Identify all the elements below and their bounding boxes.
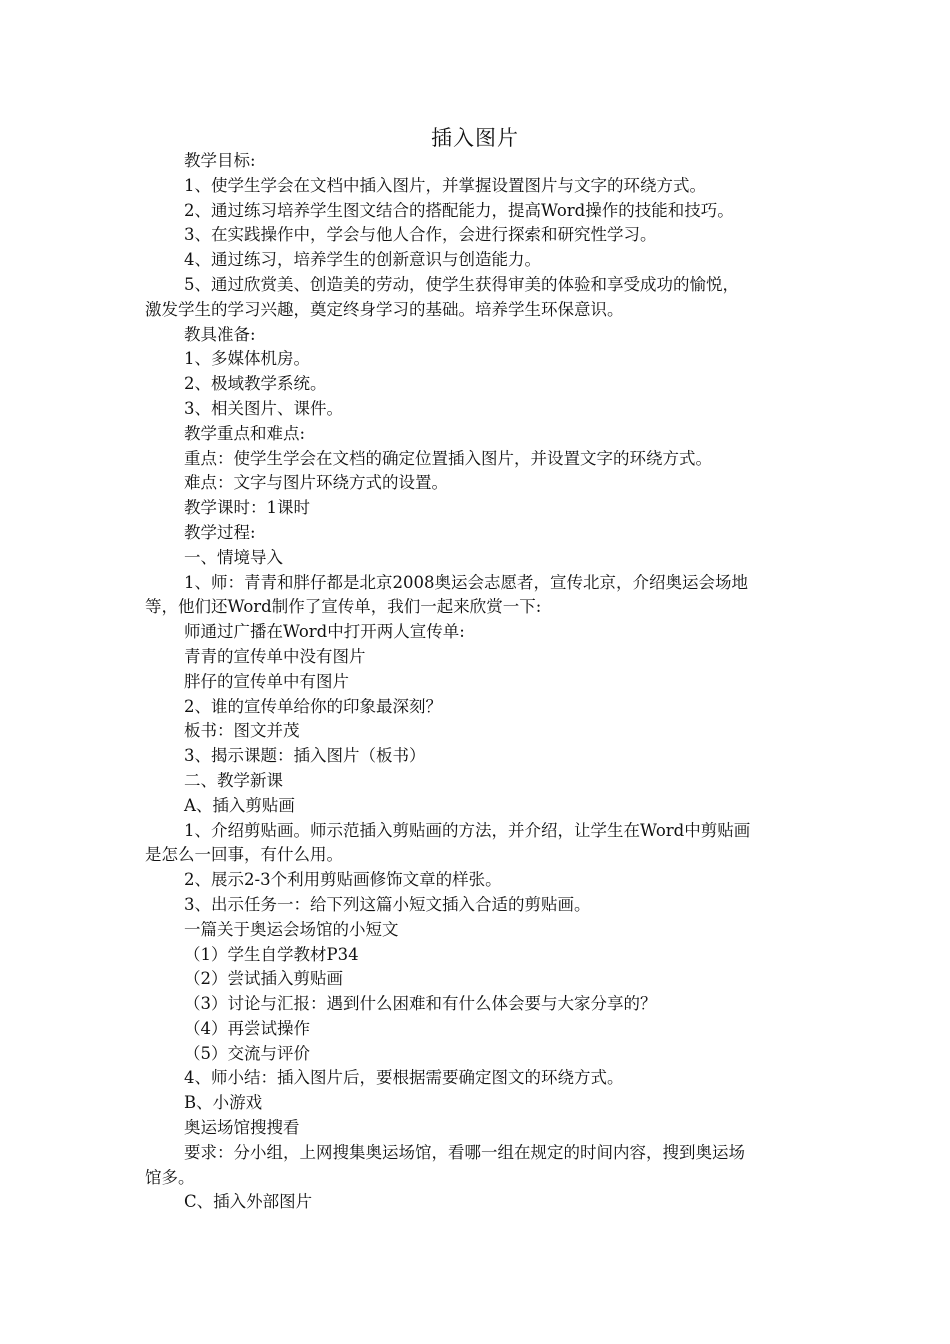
paragraph-line: 师通过广播在Word中打开两人宣传单:: [184, 622, 465, 642]
paragraph-line: 板书：图文并茂: [184, 721, 300, 741]
paragraph-line: 教学过程:: [184, 522, 256, 542]
paragraph-line: 2、极域教学系统。: [184, 374, 327, 394]
paragraph-line: C、插入外部图片: [184, 1192, 313, 1212]
paragraph-line: 1、使学生学会在文档中插入图片，并掌握设置图片与文字的环绕方式。: [184, 175, 706, 195]
paragraph-line: 胖仔的宣传单中有图片: [184, 671, 349, 691]
paragraph-line: 重点：使学生学会在文档的确定位置插入图片，并设置文字的环绕方式。: [184, 448, 712, 468]
paragraph-line: 5、通过欣赏美、创造美的劳动，使学生获得审美的体验和享受成功的愉悦，: [184, 274, 739, 294]
paragraph-line: 奥运场馆搜搜看: [184, 1118, 300, 1138]
paragraph-line: 一、情境导入: [184, 547, 283, 567]
paragraph-line: 2、展示2-3个利用剪贴画修饰文章的样张。: [184, 870, 502, 890]
paragraph-line: （4）再尝试操作: [184, 1018, 310, 1038]
paragraph-line: 3、出示任务一：给下列这篇小短文插入合适的剪贴画。: [184, 894, 591, 914]
paragraph-line: 1、师：青青和胖仔都是北京2008奥运会志愿者，宣传北京，介绍奥运会场地: [184, 572, 748, 592]
paragraph-line: 馆多。: [145, 1167, 195, 1187]
paragraph-line: 4、通过练习，培养学生的创新意识与创造能力。: [184, 250, 541, 270]
paragraph-line: 教具准备:: [184, 324, 256, 344]
paragraph-line: 3、相关图片、课件。: [184, 398, 343, 418]
paragraph-line: （1）学生自学教材P34: [184, 944, 359, 964]
paragraph-line: 3、在实践操作中，学会与他人合作，会进行探索和研究性学习。: [184, 225, 657, 245]
paragraph-line: B、小游戏: [184, 1093, 263, 1113]
paragraph-line: 教学目标:: [184, 151, 256, 170]
paragraph-line: 难点：文字与图片环绕方式的设置。: [184, 473, 448, 493]
document-body: [145, 149, 810, 1215]
paragraph-line: 教学重点和难点:: [184, 423, 306, 443]
paragraph-line: A、插入剪贴画: [184, 795, 295, 815]
paragraph-line: 3、揭示课题：插入图片（板书）: [184, 746, 426, 766]
paragraph-line: （5）交流与评价: [184, 1043, 310, 1063]
paragraph-line: 4、师小结：插入图片后，要根据需要确定图文的环绕方式。: [184, 1068, 624, 1088]
paragraph-line: 2、通过练习培养学生图文结合的搭配能力，提高Word操作的技能和技巧。: [184, 200, 734, 220]
paragraph-line: 2、谁的宣传单给你的印象最深刻？: [184, 696, 442, 716]
paragraph-line: 一篇关于奥运会场馆的小短文: [184, 919, 399, 939]
paragraph-line: 等，他们还Word制作了宣传单，我们一起来欣赏一下:: [145, 597, 542, 617]
paragraph-line: 1、介绍剪贴画。师示范插入剪贴画的方法，并介绍，让学生在Word中剪贴画: [184, 820, 751, 840]
paragraph-line: 是怎么一回事，有什么用。: [145, 845, 343, 865]
paragraph-line: 二、教学新课: [184, 770, 283, 790]
paragraph-line: 1、多媒体机房。: [184, 349, 310, 369]
paragraph-line: 青青的宣传单中没有图片: [184, 646, 366, 666]
paragraph-line: 要求：分小组，上网搜集奥运场馆，看哪一组在规定的时间内容，搜到奥运场: [184, 1142, 745, 1162]
paragraph-line: 教学课时：1课时: [184, 498, 310, 518]
document-title: 插入图片: [431, 126, 519, 150]
paragraph-line: （2）尝试插入剪贴画: [184, 969, 343, 989]
paragraph-line: （3）讨论与汇报：遇到什么困难和有什么体会要与大家分享的？: [184, 994, 657, 1014]
paragraph-line: 激发学生的学习兴趣，奠定终身学习的基础。培养学生环保意识。: [145, 299, 624, 319]
